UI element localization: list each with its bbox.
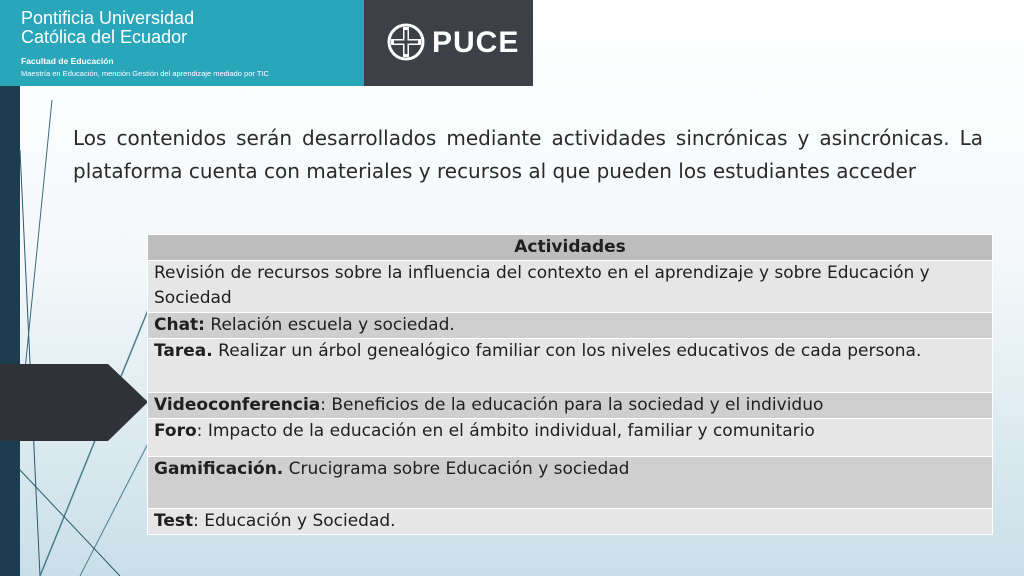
row-text: Beneficios de la educación para la sociedad y el individuo xyxy=(331,395,824,415)
row-separator: : xyxy=(193,511,205,531)
table-row xyxy=(148,339,993,393)
puce-logo-block xyxy=(364,0,533,86)
table-cell xyxy=(148,339,993,393)
table-row xyxy=(148,419,993,457)
table-cell xyxy=(148,313,993,339)
university-banner xyxy=(0,0,364,86)
row-label: Test xyxy=(154,511,194,531)
faculty-name: Facultad de Educación xyxy=(21,56,114,66)
deco-line xyxy=(40,310,148,576)
left-accent-bar xyxy=(0,0,20,576)
table-cell xyxy=(148,457,993,509)
table-cell xyxy=(148,393,993,419)
university-name-line2: Católica del Ecuador xyxy=(21,27,188,47)
table-cell xyxy=(148,509,993,535)
program-name: Maestría en Educación, mención Gestión del aprendizaje mediado por TIC xyxy=(21,69,269,78)
puce-emblem-icon xyxy=(386,22,426,62)
row-label: Chat: xyxy=(154,315,205,335)
arrow-shape xyxy=(0,364,148,441)
row-label: Foro xyxy=(154,421,197,441)
puce-logo-text: PUCE xyxy=(432,26,520,59)
row-text: Impacto de la educación en el ámbito individual, familiar y comunitario xyxy=(207,421,815,441)
deco-line xyxy=(20,150,40,576)
row-text: Crucigrama sobre Educación y sociedad xyxy=(288,459,630,479)
table-cell xyxy=(148,261,993,313)
activities-table xyxy=(147,234,993,535)
table-row xyxy=(148,393,993,419)
row-text: Realizar un árbol genealógico familiar con los niveles educativos de cada persona. xyxy=(218,341,922,361)
table-row xyxy=(148,313,993,339)
row-label: Tarea. xyxy=(154,341,213,361)
deco-line xyxy=(20,470,120,576)
row-text: Relación escuela y sociedad. xyxy=(210,315,455,335)
row-separator: : xyxy=(196,421,208,441)
row-label: Videoconferencia xyxy=(154,395,321,415)
row-text: Educación y Sociedad. xyxy=(204,511,396,531)
row-separator: : xyxy=(320,395,332,415)
table-row xyxy=(148,457,993,509)
table-header: Actividades xyxy=(148,235,993,261)
row-label: Gamificación. xyxy=(154,459,284,479)
university-name-line1: Pontificia Universidad xyxy=(21,8,195,28)
table-row xyxy=(148,509,993,535)
table-row xyxy=(148,261,993,313)
table-cell xyxy=(148,419,993,457)
row-text: Revisión de recursos sobre la influencia del contexto en el aprendizaje y sobre Educación y Sociedad xyxy=(154,263,930,308)
intro-paragraph: Los contenidos serán desarrollados mediante actividades sincrónicas y asincrónicas. La plataforma cuenta con materiales y recursos al que pueden los estudiantes acceder xyxy=(73,126,983,183)
